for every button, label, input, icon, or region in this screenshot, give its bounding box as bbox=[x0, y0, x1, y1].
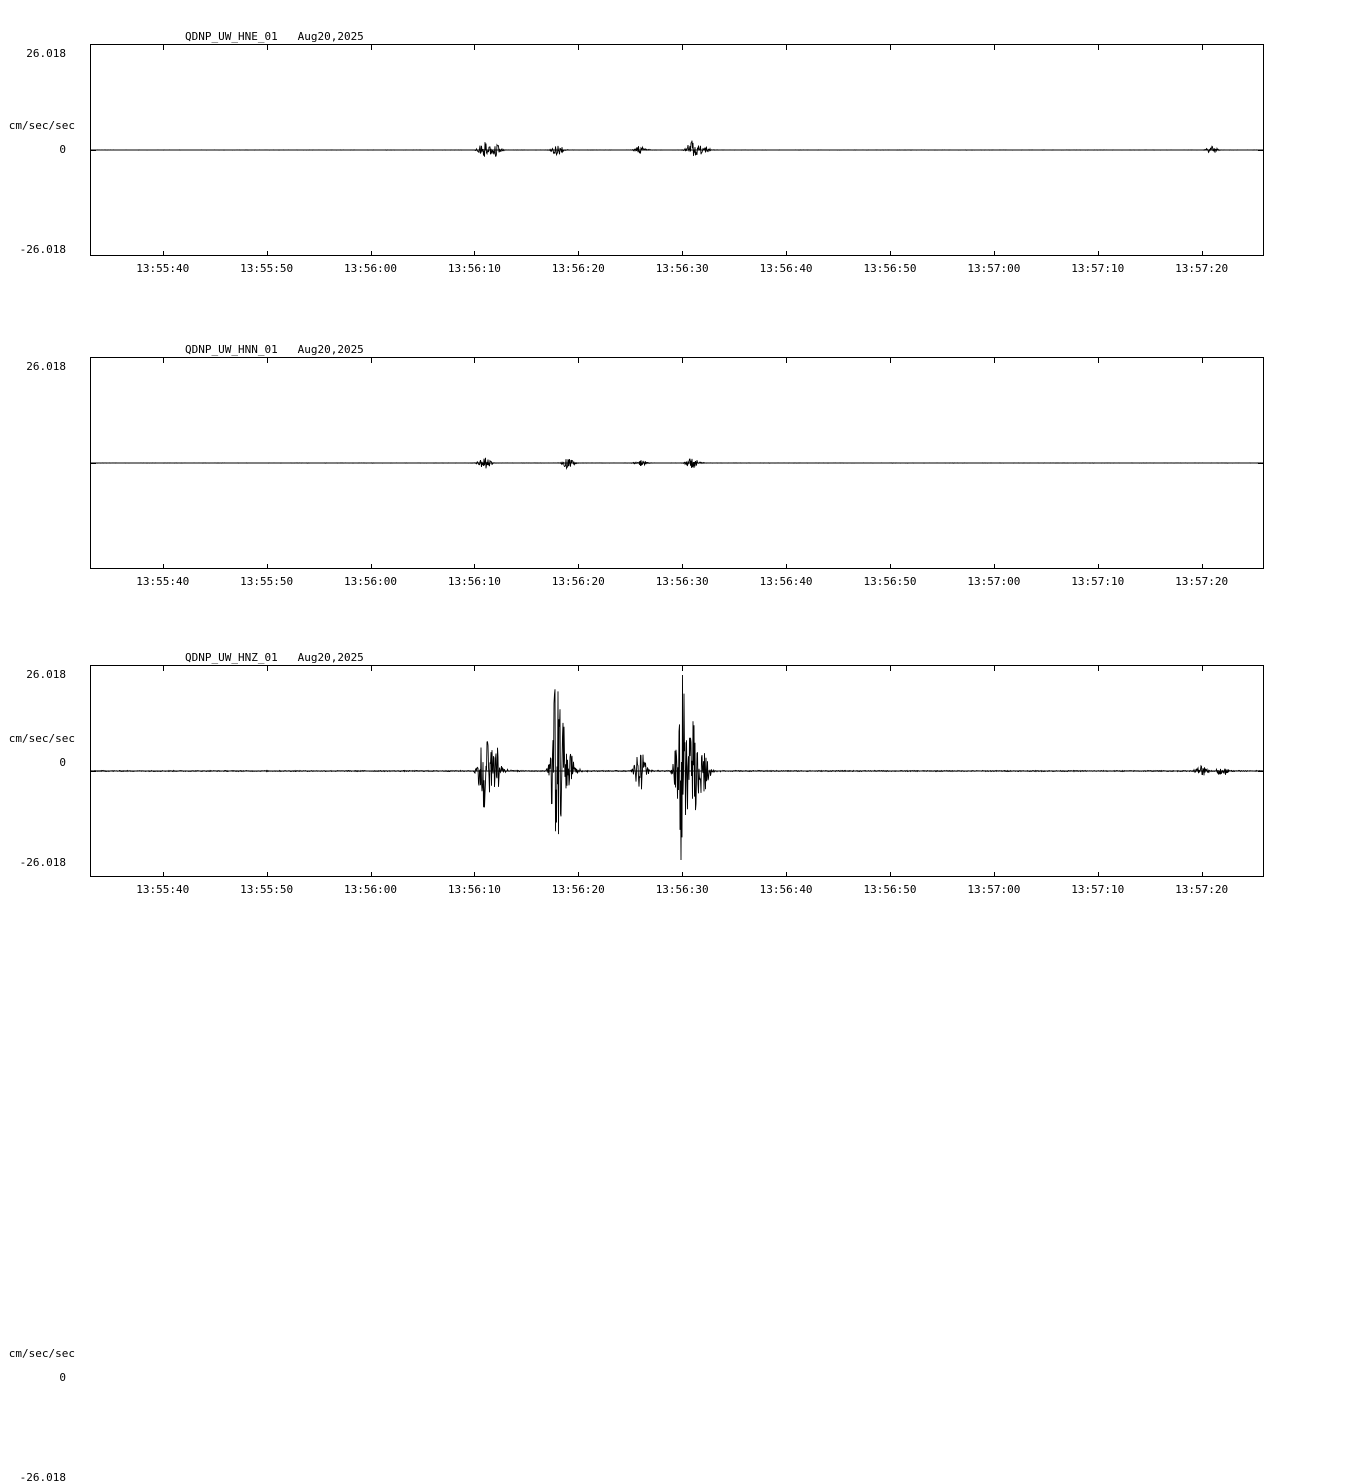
xaxis-tick-label: 13:56:50 bbox=[863, 575, 917, 588]
xaxis-tick-label: 13:56:40 bbox=[759, 575, 813, 588]
xaxis-tick-label: 13:56:10 bbox=[447, 575, 501, 588]
panel-hne-ymin-label: -26.018 bbox=[19, 243, 66, 256]
xaxis-tick-label: 13:56:50 bbox=[863, 262, 917, 275]
panel-hnz-units-label: cm/sec/sec bbox=[8, 1347, 75, 1360]
waveform-trace bbox=[0, 305, 1358, 617]
waveform-trace bbox=[0, 612, 1358, 924]
xaxis-tick-label: 13:57:00 bbox=[967, 262, 1021, 275]
xaxis-tick-label: 13:57:20 bbox=[1175, 262, 1229, 275]
panel-hne-ymax-label: 26.018 bbox=[26, 47, 66, 60]
xaxis-tick-label: 13:55:40 bbox=[136, 575, 190, 588]
xaxis-tick-label: 13:57:00 bbox=[967, 883, 1021, 896]
xaxis-tick-label: 13:55:50 bbox=[240, 883, 294, 896]
xaxis-tick-label: 13:57:00 bbox=[967, 575, 1021, 588]
panel-hnz bbox=[0, 612, 1358, 1484]
xaxis-tick-label: 13:57:20 bbox=[1175, 883, 1229, 896]
xaxis-tick-label: 13:57:20 bbox=[1175, 575, 1229, 588]
waveform-trace bbox=[0, 0, 1358, 312]
panel-hnz-ymax-label: 26.018 bbox=[26, 668, 66, 681]
panel-hnz-yzero-label: 0 bbox=[59, 1371, 66, 1384]
xaxis-tick-label: 13:57:10 bbox=[1071, 262, 1125, 275]
xaxis-tick-label: 13:55:50 bbox=[240, 262, 294, 275]
panel-hnz-title: QDNP_UW_HNZ_01 Aug20,2025 bbox=[185, 651, 364, 664]
xaxis-tick-label: 13:56:30 bbox=[655, 262, 709, 275]
xaxis-tick-label: 13:56:30 bbox=[655, 883, 709, 896]
xaxis-tick-label: 13:56:00 bbox=[344, 575, 397, 588]
panel-hnn-units-label: cm/sec/sec bbox=[8, 732, 75, 745]
panel-hnn-ymin-label: -26.018 bbox=[19, 856, 66, 869]
xaxis-tick-label: 13:57:10 bbox=[1071, 575, 1125, 588]
xaxis-tick-label: 13:55:50 bbox=[240, 575, 294, 588]
xaxis-tick-label: 13:56:00 bbox=[344, 262, 397, 275]
xaxis-tick-label: 13:56:10 bbox=[447, 262, 501, 275]
panel-hne-units-label: cm/sec/sec bbox=[8, 119, 75, 132]
panel-hnz-ymin-label: -26.018 bbox=[19, 1471, 66, 1484]
xaxis-tick-label: 13:55:40 bbox=[136, 262, 190, 275]
xaxis-tick-label: 13:56:40 bbox=[759, 262, 813, 275]
xaxis-tick-label: 13:56:10 bbox=[447, 883, 501, 896]
xaxis-tick-label: 13:55:40 bbox=[136, 883, 190, 896]
panel-hne-title: QDNP_UW_HNE_01 Aug20,2025 bbox=[185, 30, 364, 43]
xaxis-tick-label: 13:56:40 bbox=[759, 883, 813, 896]
xaxis-tick-label: 13:56:20 bbox=[551, 575, 605, 588]
xaxis-tick-label: 13:56:20 bbox=[551, 883, 605, 896]
panel-hnn-title: QDNP_UW_HNN_01 Aug20,2025 bbox=[185, 343, 364, 356]
panel-hnn-ymax-label: 26.018 bbox=[26, 360, 66, 373]
xaxis-tick-label: 13:56:30 bbox=[655, 575, 709, 588]
panel-hne bbox=[0, 0, 1358, 300]
xaxis-tick-label: 13:56:20 bbox=[551, 262, 605, 275]
panel-hnn-yzero-label: 0 bbox=[59, 756, 66, 769]
xaxis-tick-label: 13:57:10 bbox=[1071, 883, 1125, 896]
panel-hne-yzero-label: 0 bbox=[59, 143, 66, 156]
xaxis-tick-label: 13:56:00 bbox=[344, 883, 397, 896]
xaxis-tick-label: 13:56:50 bbox=[863, 883, 917, 896]
